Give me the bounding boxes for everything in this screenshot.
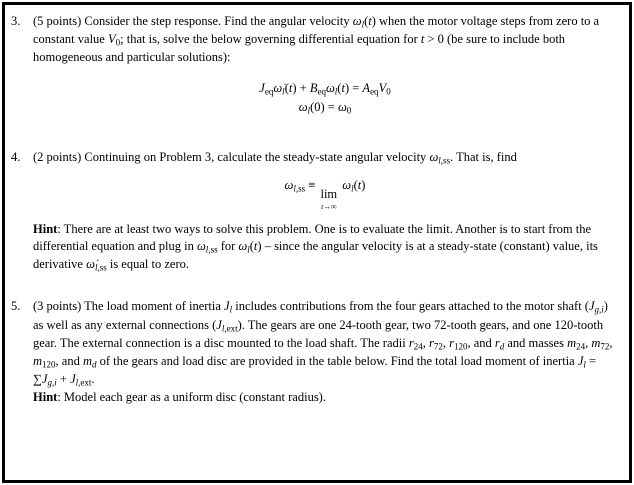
text-segment: l xyxy=(94,262,98,273)
text-segment: t xyxy=(253,239,258,254)
text-segment: ) + xyxy=(292,80,310,95)
problem-item-3 xyxy=(11,13,617,125)
text-segment: l xyxy=(282,86,285,97)
text-segment: = ∑ xyxy=(33,353,597,386)
problem-content xyxy=(33,13,617,125)
text-segment: Hint xyxy=(33,389,58,404)
text-segment: eq xyxy=(264,86,274,97)
text-segment: ,ext xyxy=(78,377,92,388)
text-segment: eq xyxy=(317,86,326,97)
text-segment: ω xyxy=(238,239,248,254)
hint-paragraph xyxy=(33,389,617,407)
text-segment: (3 points) The load moment of inertia xyxy=(33,299,225,314)
text-segment: when the motor voltage steps from zero to a constant value xyxy=(33,14,600,47)
text-segment: . xyxy=(91,371,95,386)
text-segment: l xyxy=(205,244,209,255)
text-segment: l xyxy=(307,105,311,116)
text-segment: 120 xyxy=(453,341,468,352)
text-segment: V xyxy=(107,32,116,47)
text-segment: l xyxy=(438,155,441,166)
text-segment: l xyxy=(334,86,338,97)
text-segment: m xyxy=(567,335,577,350)
text-segment: ( xyxy=(249,239,254,254)
text-segment: l xyxy=(293,183,296,194)
text-segment: ) xyxy=(361,178,366,193)
text-segment: l xyxy=(229,304,233,315)
text-segment: ) xyxy=(371,14,376,28)
text-segment: 72 xyxy=(433,341,443,352)
text-segment: ≡ xyxy=(305,178,319,193)
text-segment: : Model each gear as a uniform disc (constant radius). xyxy=(57,389,326,404)
text-segment: g,i xyxy=(594,304,604,315)
text-segment: (0) = xyxy=(310,99,338,114)
text-segment: ω xyxy=(337,99,347,114)
text-segment: ( xyxy=(364,14,369,28)
text-segment: m xyxy=(82,353,92,368)
text-segment: J xyxy=(259,80,265,95)
text-segment: d xyxy=(499,341,505,352)
document-page xyxy=(2,2,632,483)
text-segment: 24 xyxy=(413,341,423,352)
text-segment: J xyxy=(70,371,76,386)
equation-block xyxy=(33,177,617,211)
text-segment: g,i xyxy=(47,377,57,388)
problem-statement xyxy=(33,13,617,67)
problem-content xyxy=(33,149,617,274)
text-segment: ω̇ xyxy=(273,80,283,95)
text-segment: 0 xyxy=(115,37,121,48)
text-segment: J xyxy=(577,353,584,368)
text-segment: ω xyxy=(196,239,206,254)
text-segment: r xyxy=(428,335,434,350)
text-segment: ω xyxy=(298,99,308,114)
text-segment: m xyxy=(33,353,43,368)
text-segment: ) – since the angular velocity is at a steady-state (constant) value, its derivative xyxy=(33,239,598,272)
problem-content xyxy=(33,298,617,406)
text-segment: (5 points) Consider the step response. Find the angular velocity xyxy=(33,14,353,28)
text-segment: , xyxy=(585,335,592,350)
limit-subscript: t→∞ xyxy=(321,201,337,211)
text-segment: , and xyxy=(467,335,495,350)
text-segment: . That is, find xyxy=(450,149,517,164)
text-segment: ). The gears are one 24-tooth gear, two 72-tooth gears, and one 120-tooth gear. The external connection is a disc mounted to the load shaft. The radii xyxy=(33,317,604,350)
text-segment: ,ss xyxy=(295,183,306,194)
text-segment: t xyxy=(288,80,293,95)
text-segment: 72 xyxy=(600,341,610,352)
text-segment: includes contributions from the four gears attached to the motor shaft ( xyxy=(232,299,589,314)
text-segment: l xyxy=(583,359,586,370)
text-segment: 0 xyxy=(386,86,391,97)
text-segment: ,ss xyxy=(440,155,451,166)
text-segment: ( xyxy=(353,178,358,193)
equation-line xyxy=(33,99,617,117)
text-segment: B xyxy=(309,80,318,95)
text-segment: and masses xyxy=(504,335,568,350)
text-segment: J xyxy=(588,299,595,314)
text-segment: t xyxy=(420,32,425,47)
text-segment: l xyxy=(75,377,79,388)
problem-statement xyxy=(33,149,617,167)
text-segment: ,ss xyxy=(97,262,107,273)
problem-statement xyxy=(33,298,617,389)
text-segment: (2 points) Continuing on Problem 3, calculate the steady-state angular velocity xyxy=(33,149,430,164)
problem-item-4 xyxy=(11,149,617,274)
text-segment: , xyxy=(442,335,450,350)
text-segment: , and xyxy=(55,353,83,368)
text-segment: t xyxy=(368,14,372,28)
limit-word: lim xyxy=(320,187,338,202)
problem-number: 4. xyxy=(11,149,21,164)
text-segment: J xyxy=(216,317,222,332)
text-segment: r xyxy=(494,335,500,350)
text-segment: , xyxy=(609,335,613,350)
text-segment: ω xyxy=(325,80,335,95)
text-segment: ω xyxy=(352,14,362,28)
text-segment: r xyxy=(449,335,454,350)
text-segment: J xyxy=(224,299,230,314)
text-segment: , xyxy=(422,335,429,350)
text-segment: ω xyxy=(342,178,352,193)
text-segment: ω xyxy=(429,149,439,164)
text-segment: 24 xyxy=(576,341,586,352)
text-segment: : There are at least two ways to solve this problem. One is to evaluate the limit. Another is to start from the differential equation and plug in xyxy=(33,221,591,254)
text-segment: > 0 (be sure to include both homogeneous and particular solutions): xyxy=(33,32,566,65)
problem-number: 5. xyxy=(11,299,21,314)
hint-paragraph xyxy=(33,221,617,275)
text-segment: t xyxy=(341,80,345,95)
text-segment: m xyxy=(591,335,601,350)
text-segment: t xyxy=(357,178,362,193)
text-segment: + xyxy=(56,371,71,386)
text-segment: r xyxy=(408,335,414,350)
text-segment: ,ext xyxy=(224,323,238,334)
text-segment: for xyxy=(217,239,239,254)
text-segment: A xyxy=(362,80,371,95)
text-segment: ) = xyxy=(344,80,363,95)
text-segment: l xyxy=(247,244,250,255)
text-segment: is equal to zero. xyxy=(106,257,189,272)
text-segment: l xyxy=(351,183,354,194)
text-segment: ( xyxy=(337,80,342,95)
equation-block xyxy=(33,80,617,117)
text-segment: l xyxy=(361,19,365,30)
text-segment: ω̇ xyxy=(86,257,95,272)
text-segment: 0 xyxy=(346,105,352,116)
text-segment: ; that is, solve the below governing differential equation for xyxy=(120,32,421,47)
text-segment: ω xyxy=(284,178,294,193)
problem-number: 3. xyxy=(11,14,21,28)
text-segment: l xyxy=(221,323,225,334)
text-segment: V xyxy=(378,80,387,95)
text-segment: ) as well as any external connections ( xyxy=(33,299,608,332)
text-segment: Hint xyxy=(33,221,58,236)
equation-line xyxy=(33,80,617,98)
text-segment: of the gears and load disc are provided in the table below. Find the total load moment of inertia xyxy=(96,353,578,368)
text-segment: d xyxy=(92,359,97,370)
text-segment: 120 xyxy=(42,359,56,370)
limit-operator xyxy=(320,188,337,210)
text-segment: J xyxy=(41,371,48,386)
equation-line xyxy=(33,177,617,211)
text-segment: ( xyxy=(284,80,289,95)
text-segment: ,ss xyxy=(208,244,218,255)
problem-item-5 xyxy=(11,298,617,406)
text-segment: eq xyxy=(370,86,379,97)
